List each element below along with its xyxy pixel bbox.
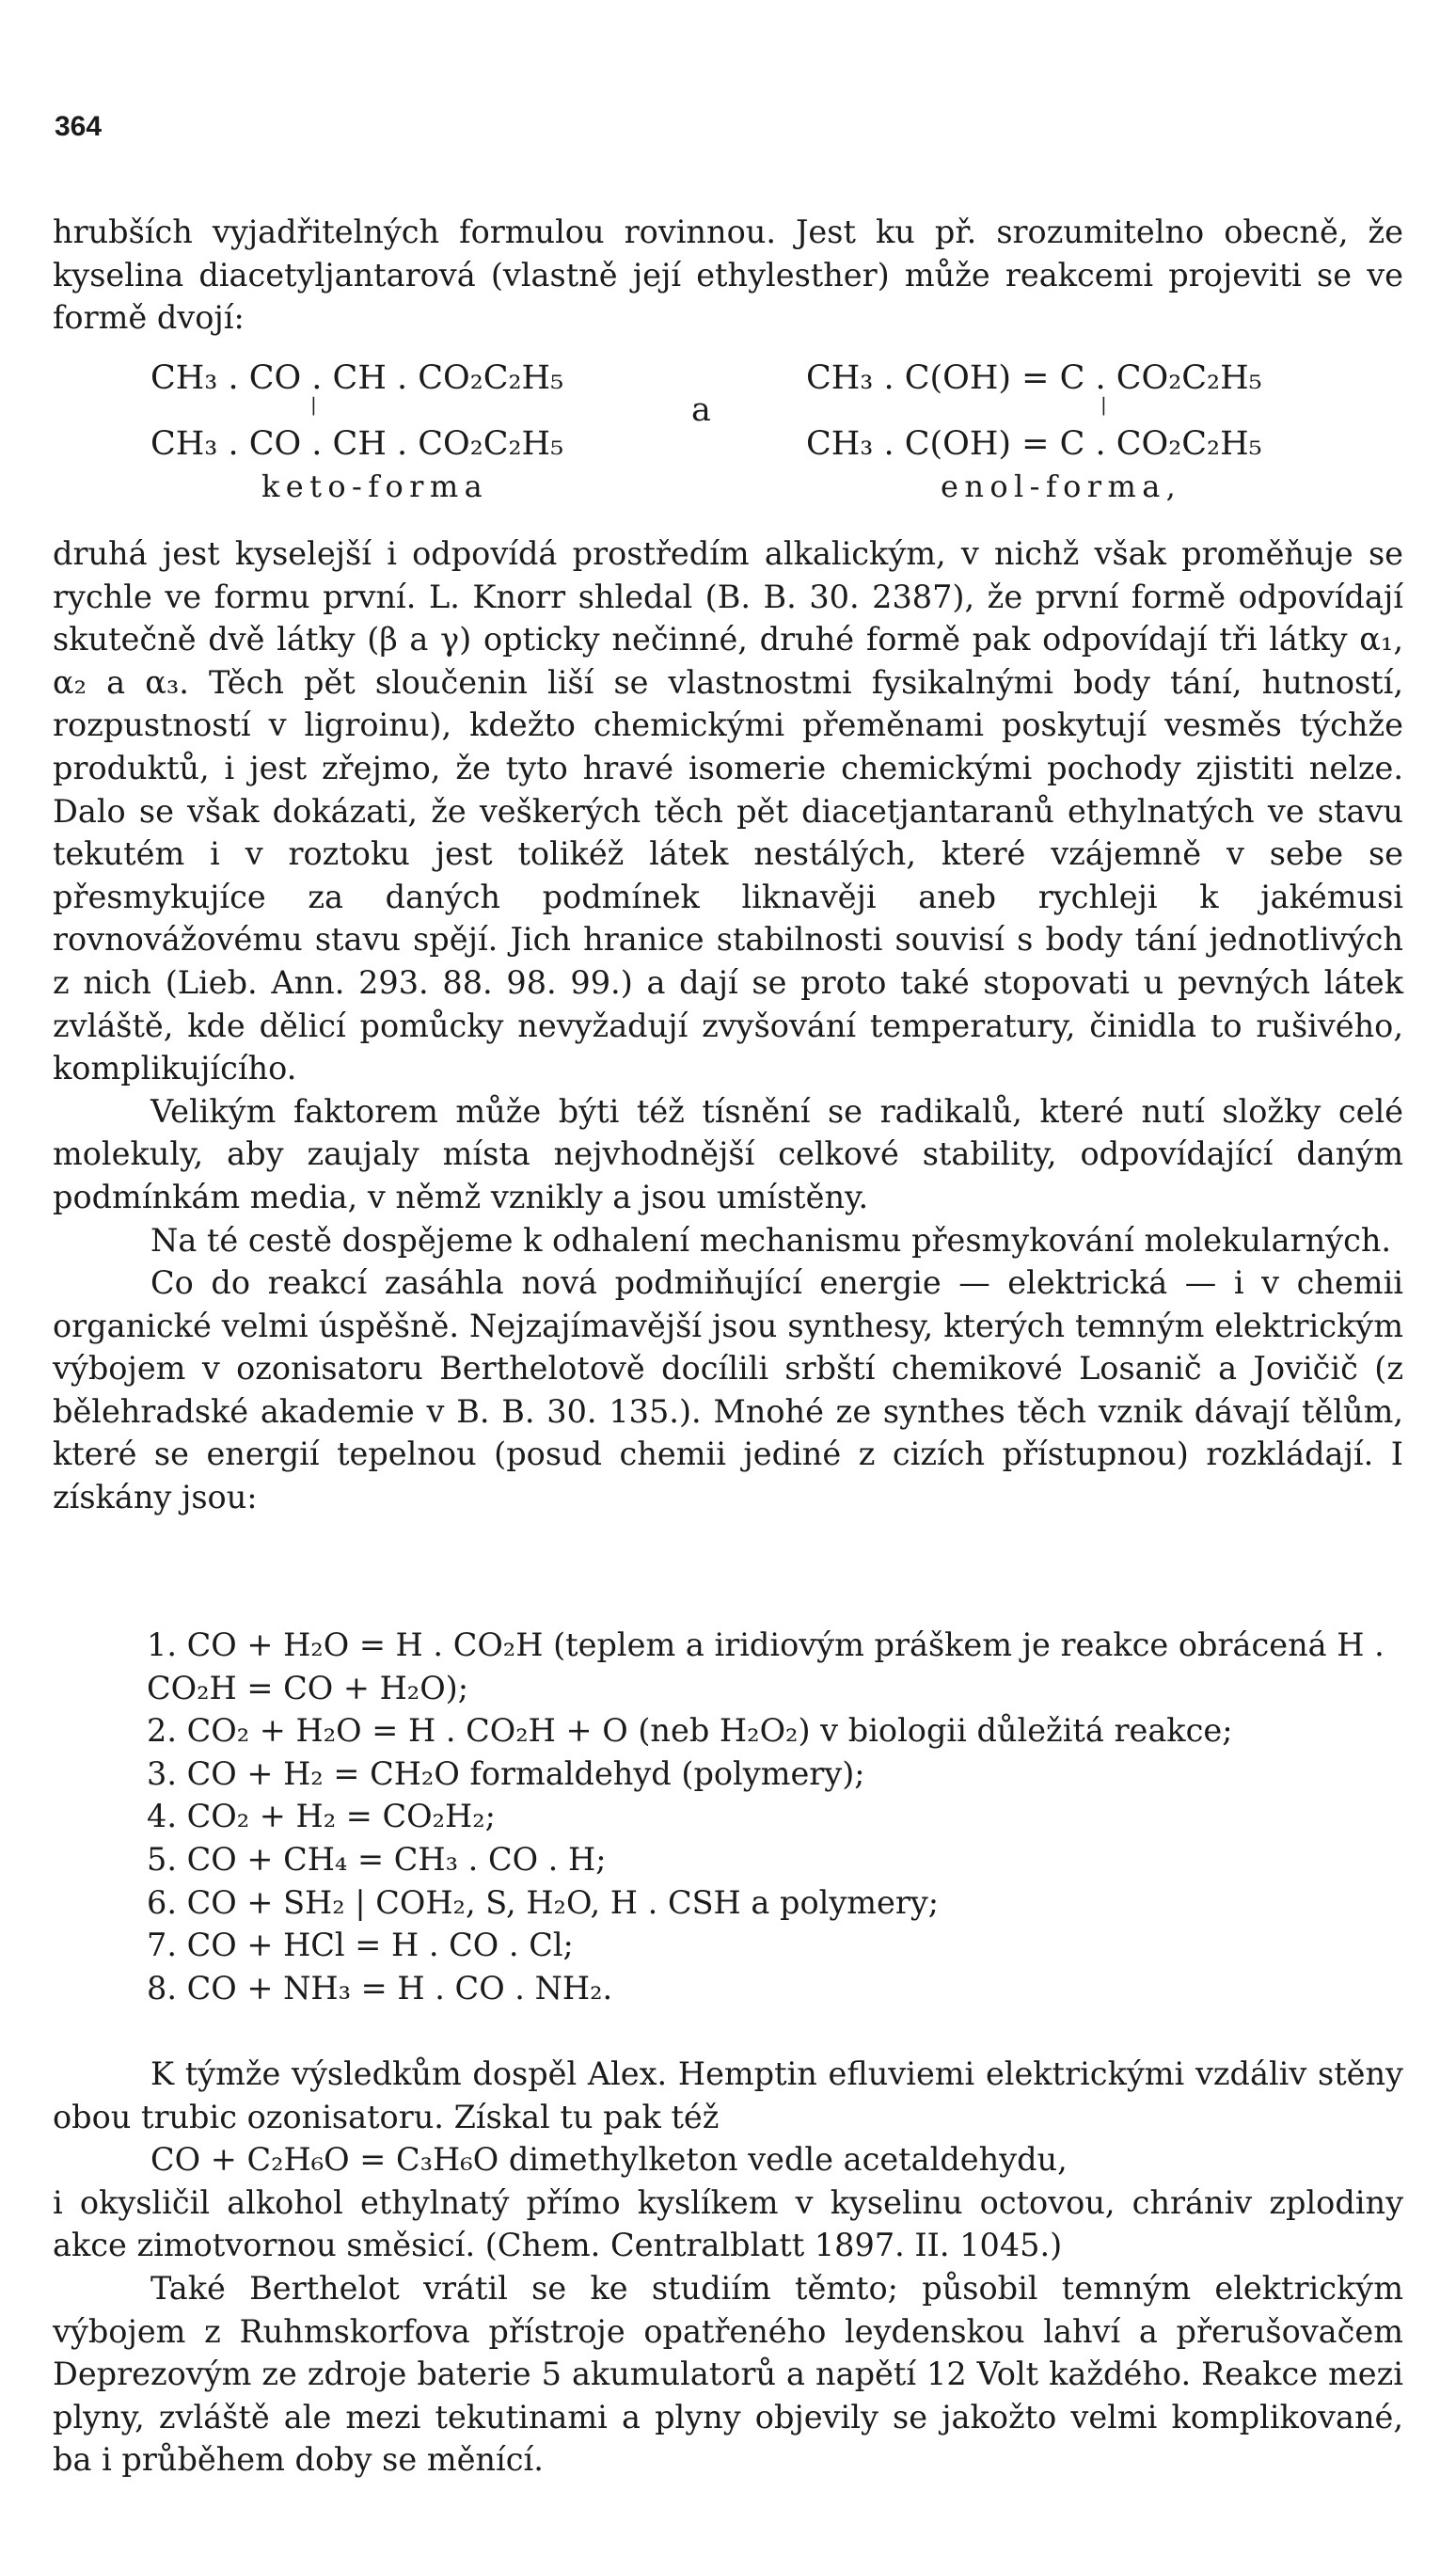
formula-connector: a xyxy=(691,391,711,429)
page-number: 364 xyxy=(55,111,103,142)
reaction-item: 7. CO + HCl = H . CO . Cl; xyxy=(147,1927,574,1964)
intro-text: hrubších vyjadřitelných formulou rovinnou. Jest ku př. srozumitelno obecně, že kyselina diacetyljantarová (vlastně její ethylesther) může reakcemi projeviti se ve formě dvojí: xyxy=(53,214,1403,337)
equation-dimethylketon: CO + C₂H₆O = C₃H₆O dimethylketon vedle acetaldehydu, xyxy=(150,2141,1068,2179)
keto-formula-line1: CH₃ . CO . CH . CO₂C₂H₅ xyxy=(150,359,564,397)
closing-text xyxy=(53,2053,1403,2482)
reaction-item: 5. CO + CH₄ = CH₃ . CO . H; xyxy=(147,1840,607,1878)
enol-formula-line1: CH₃ . C(OH) = C . CO₂C₂H₅ xyxy=(806,359,1262,397)
reaction-list xyxy=(53,1624,1403,2009)
paragraph-radicals: Velikým faktorem může býti též tísnění se radikalů, které nutí složky celé molekuly, aby zaujaly místa nejvhodnější celkové stability, odpovídající daným podmínkám media, v němž vznikly a jsou umístěny. xyxy=(53,1092,1403,1215)
enol-formula-line2: CH₃ . C(OH) = C . CO₂C₂H₅ xyxy=(806,425,1262,463)
paragraph-hemptin: K týmže výsledkům dospěl Alex. Hemptin efluviemi elektrickými vzdáliv stěny obou trubic ozonisatoru. Získal tu pak též xyxy=(53,2055,1403,2135)
keto-formula-line2: CH₃ . CO . CH . CO₂C₂H₅ xyxy=(150,425,564,463)
reaction-item: 8. CO + NH₃ = H . CO . NH₂. xyxy=(147,1969,613,2007)
intro-paragraph xyxy=(53,211,1403,340)
reaction-item: 1. CO + H₂O = H . CO₂H (teplem a iridiovým práškem je reakce obrácená H . CO₂H = CO + H₂O); xyxy=(147,1626,1385,1706)
main-text xyxy=(53,532,1403,1519)
paragraph-oxidation: i okysličil alkohol ethylnatý přímo kyslíkem v kyselinu octovou, chrániv zplodiny akce zimotvornou směsicí. (Chem. Centralblatt 1897. II. 1045.) xyxy=(53,2183,1403,2264)
enol-label: enol-forma, xyxy=(941,468,1182,504)
paragraph-isomerism: druhá jest kyselejší i odpovídá prostředím alkalickým, v nichž však proměňuje se rychle ve formu první. L. Knorr shledal (B. B. 30. 2387), že první formě odpovídají skutečně dvě látky (β a γ) opticky nečinné, druhé formě pak odpovídají tři látky α₁, α₂ a α₃. Těch pět sloučenin liší se vlastnostmi fysikalnými body tání, hutností, rozpustností v ligroinu), kdežto chemickými přeměnami poskytují vesměs týchže produktů, i jest zřejmo, že tyto hravé isomerie chemickými pochody zjistiti nelze. Dalo se však dokázati, že veškerých těch pět diacetjantaranů ethylnatých ve stavu tekutém i v roztoku jest tolikéž látek nestálých, které vzájemně v sebe se přesmykujíce za daných podmínek liknavěji aneb rychleji k jakémusi rovnovážovému stavu spějí. Jich hranice stabilnosti souvisí s body tání jednotlivých z nich (Lieb. Ann. 293. 88. 98. 99.) a dají se proto také stopovati u pevných látek zvláště, kde dělicí pomůcky nevyžadují zvyšování temperatury, činidla to rušivého, komplikujícího. xyxy=(53,535,1403,1087)
paragraph-mechanism: Na té cestě dospějeme k odhalení mechanismu přesmykování molekularných. xyxy=(150,1221,1392,1259)
reaction-item: 2. CO₂ + H₂O = H . CO₂H + O (neb H₂O₂) v biologii důležitá reakce; xyxy=(147,1712,1233,1750)
paragraph-electric: Co do reakcí zasáhla nová podmiňující energie — elektrická — i v chemii organické velmi úspěšně. Nejzajímavější jsou synthesy, kterých temným elektrickým výbojem v ozonisatoru Berthelotově docílili srbští chemikové Losanič a Jovičič (z bělehradské akademie v B. B. 30. 135.). Mnohé ze synthes těch vznik dávají tělům, které se energií tepelnou (posud chemii jediné z cizích přístupnou) rozkládají. I získány jsou: xyxy=(53,1264,1403,1516)
keto-label: keto-forma xyxy=(261,468,489,504)
keto-bond-mark: | xyxy=(310,393,317,416)
paragraph-berthelot: Také Berthelot vrátil se ke studiím těmto; působil temným elektrickým výbojem z Ruhmskorfova přístroje opatřeného leydenskou lahví a přerušovačem Deprezovým ze zdroje baterie 5 akumulatorů a napětí 12 Volt každého. Reakce mezi plyny, zvláště ale mezi tekutinami a plyny objevily se jakožto velmi komplikované, ba i průběhem doby se měnící. xyxy=(53,2269,1403,2479)
enol-bond-mark: | xyxy=(1100,393,1107,416)
reaction-item: 4. CO₂ + H₂ = CO₂H₂; xyxy=(147,1798,496,1835)
reaction-item: 3. CO + H₂ = CH₂O formaldehyd (polymery); xyxy=(147,1754,865,1792)
reaction-item: 6. CO + SH₂ | COH₂, S, H₂O, H . CSH a polymery; xyxy=(147,1883,940,1921)
